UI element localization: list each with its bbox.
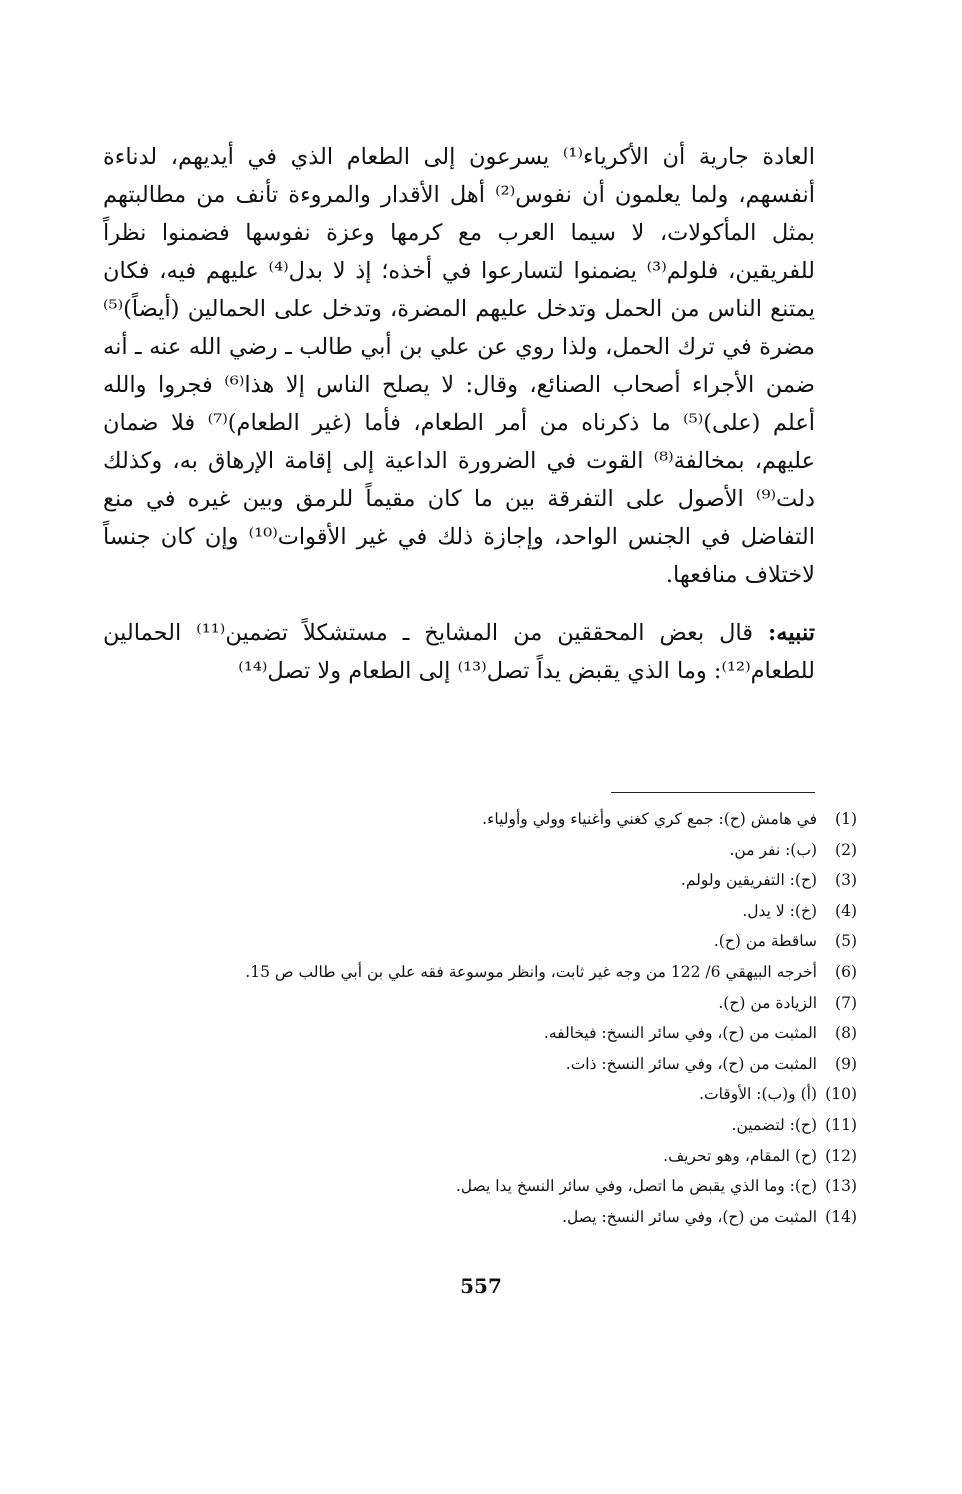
footnote-text: ساقطة من (ح). bbox=[713, 932, 817, 951]
footnote-number: (12) bbox=[825, 1146, 857, 1165]
footnote-item bbox=[103, 1147, 857, 1178]
footnote-number: (14) bbox=[825, 1207, 857, 1226]
footnote-number: (3) bbox=[835, 871, 857, 890]
footnote-item bbox=[103, 902, 857, 933]
footnote-text: (خ): لا يدل. bbox=[742, 901, 817, 920]
footnote-text: أخرجه البيهقي 6/ 122 من وجه غير ثابت، وانظر موسوعة فقه علي بن أبي طالب ص 15. bbox=[245, 962, 817, 981]
footnote-text: المثبت من (ح)، وفي سائر النسخ: يصل. bbox=[562, 1207, 817, 1226]
footnote-text: (ح): لتضمين. bbox=[731, 1115, 817, 1134]
footnote-item bbox=[103, 1116, 857, 1147]
footnote-text: (ح): التفريقين ولولم. bbox=[680, 871, 817, 890]
footnote-number: (1) bbox=[835, 810, 857, 828]
footnotes-list bbox=[103, 810, 857, 1238]
footnote-item bbox=[103, 932, 857, 963]
footnote-number: (9) bbox=[835, 1054, 857, 1073]
footnote-number: (4) bbox=[835, 901, 857, 920]
footnote-item bbox=[103, 841, 857, 872]
footnote-item bbox=[103, 1024, 857, 1055]
footnote-item bbox=[103, 994, 857, 1025]
footnote-separator bbox=[611, 792, 815, 793]
footnote-item bbox=[103, 810, 857, 841]
page-number: 557 bbox=[460, 1274, 502, 1298]
paragraph-2-text: قال بعض المحققين من المشايخ ـ مستشكلاً تضمين⁽¹¹⁾ الحمالين للطعام⁽¹²⁾: وما الذي يقبض يداً تصل⁽¹³⁾ إلى الطعام ولا تصل⁽¹⁴⁾ bbox=[103, 620, 815, 684]
footnote-number: (8) bbox=[835, 1024, 857, 1043]
footnote-number: (13) bbox=[825, 1177, 857, 1196]
footnote-item bbox=[103, 871, 857, 902]
footnote-text: (أ) و(ب): الأوقات. bbox=[699, 1085, 817, 1104]
footnote-number: (5) bbox=[835, 932, 857, 951]
footnote-number: (2) bbox=[835, 840, 857, 859]
footnote-item bbox=[103, 1208, 857, 1239]
footnote-number: (7) bbox=[835, 993, 857, 1012]
footnote-text: المثبت من (ح)، وفي سائر النسخ: فيخالفه. bbox=[543, 1024, 817, 1043]
footnote-text: (ب): نفر من. bbox=[729, 840, 817, 859]
paragraph-2 bbox=[103, 614, 815, 690]
footnote-text: المثبت من (ح)، وفي سائر النسخ: ذات. bbox=[565, 1054, 817, 1073]
footnote-number: (6) bbox=[835, 962, 857, 981]
footnote-text: في هامش (ح): جمع كري كغني وأغنياء وولي وأولياء. bbox=[482, 810, 817, 828]
footnote-item bbox=[103, 1085, 857, 1116]
paragraph-2-lead: تنبيه: bbox=[768, 620, 815, 646]
footnote-item bbox=[103, 1177, 857, 1208]
footnote-text: (ح) المقام، وهو تحريف. bbox=[663, 1146, 817, 1165]
footnote-item bbox=[103, 963, 857, 994]
paragraph-1: العادة جارية أن الأكرياء⁽¹⁾ يسرعون إلى الطعام الذي في أيديهم، لدناءة أنفسهم، ولما يعلمون أن نفوس⁽²⁾ أهل الأقدار والمروءة تأنف من مطالبتهم بمثل المأكولات، لا سيما العرب مع كرمها وعزة نفوسها فضمنوا نظراً للفريقين، فلولم⁽³⁾ يضمنوا لتسارعوا في أخذه؛ إذ لا بدل⁽⁴⁾ عليهم فيه، فكان يمتنع الناس من الحمل وتدخل عليهم المضرة، وتدخل على الحمالين (أيضاً)⁽⁵⁾ مضرة في ترك الحمل، ولذا روي عن علي بن أبي طالب ـ رضي الله عنه ـ أنه ضمن الأجراء أصحاب الصنائع، وقال: لا يصلح الناس إلا هذا⁽⁶⁾ فجروا والله أعلم (على)⁽⁵⁾ ما ذكرناه من أمر الطعام، فأما (غير الطعام)⁽⁷⁾ فلا ضمان عليهم، بمخالفة⁽⁸⁾ القوت في الضرورة الداعية إلى إقامة الإرهاق به، وكذلك دلت⁽⁹⁾ الأصول على التفرقة بين ما كان مقيماً للرمق وبين غيره في منع التفاضل في الجنس الواحد، وإجازة ذلك في غير الأقوات⁽¹⁰⁾ وإن كان جنساً لاختلاف منافعها. bbox=[103, 144, 816, 588]
footnote-text: الزيادة من (ح). bbox=[718, 993, 817, 1012]
footnote-number: (11) bbox=[825, 1115, 857, 1134]
footnote-item bbox=[103, 1055, 857, 1086]
footnote-text: (ح): وما الذي يقبض ما اتصل، وفي سائر النسخ يدا يصل. bbox=[455, 1177, 817, 1196]
main-text bbox=[103, 138, 815, 690]
footnote-number: (10) bbox=[825, 1085, 857, 1104]
